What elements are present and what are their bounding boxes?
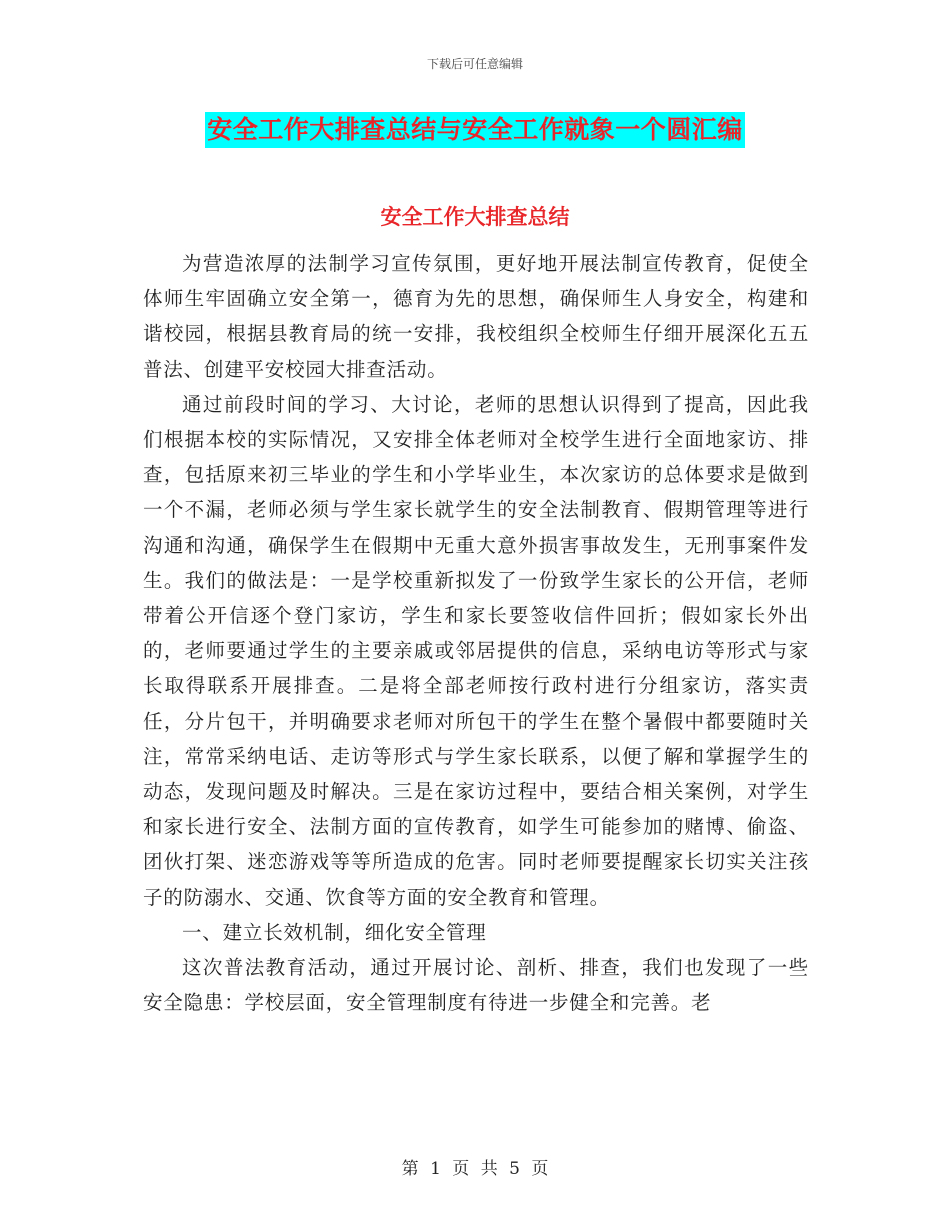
paragraph-heading-1: 一、建立长效机制，细化安全管理	[182, 920, 487, 944]
page-footer: 第 1 页 共 5 页	[401, 1159, 549, 1179]
document-title-text: 安全工作大排查总结与安全工作就象一个圆汇编	[205, 112, 745, 148]
section-title: 安全工作大排查总结	[380, 204, 570, 229]
paragraph-3: 这次普法教育活动，通过开展讨论、剖析、排查，我们也发现了一些安全隐患：学校层面，安全管理制度有待进一步健全和完善。老	[143, 956, 809, 1015]
body-text	[143, 246, 809, 1020]
paragraph-2: 通过前段时间的学习、大讨论，老师的思想认识得到了提高，因此我们根据本校的实际情况，又安排全体老师对全校学生进行全面地家访、排查，包括原来初三毕业的学生和小学毕业生，本次家访的总体要求是做到一个不漏，老师必须与学生家长就学生的安全法制教育、假期管理等进行沟通和沟通，确保学生在假期中无重大意外损害事故发生，无刑事案件发生。我们的做法是：一是学校重新拟发了一份致学生家长的公开信，老师带着公开信逐个登门家访，学生和家长要签收信件回折；假如家长外出的，老师要通过学生的主要亲戚或邻居提供的信息，采纳电访等形式与家长取得联系开展排查。二是将全部老师按行政村进行分组家访，落实责任，分片包干，并明确要求老师对所包干的学生在整个暑假中都要随时关注，常常采纳电话、走访等形式与学生家长联系，以便了解和掌握学生的动态，发现问题及时解决。三是在家访过程中，要结合相关案例，对学生和家长进行安全、法制方面的宣传教育，如学生可能参加的赌博、偷盗、团伙打架、迷恋游戏等等所造成的危害。同时老师要提醒家长切实关注孩子的防溺水、交通、饮食等方面的安全教育和管理。	[143, 392, 809, 909]
paragraph-1: 为营造浓厚的法制学习宣传氛围，更好地开展法制宣传教育，促使全体师生牢固确立安全第一，德育为先的思想，确保师生人身安全，构建和谐校园，根据县教育局的统一安排，我校组织全校师生仔细开展深化五五普法、创建平安校园大排查活动。	[143, 252, 809, 381]
document-title	[0, 112, 950, 148]
header-note: 下载后可任意编辑	[426, 57, 523, 71]
